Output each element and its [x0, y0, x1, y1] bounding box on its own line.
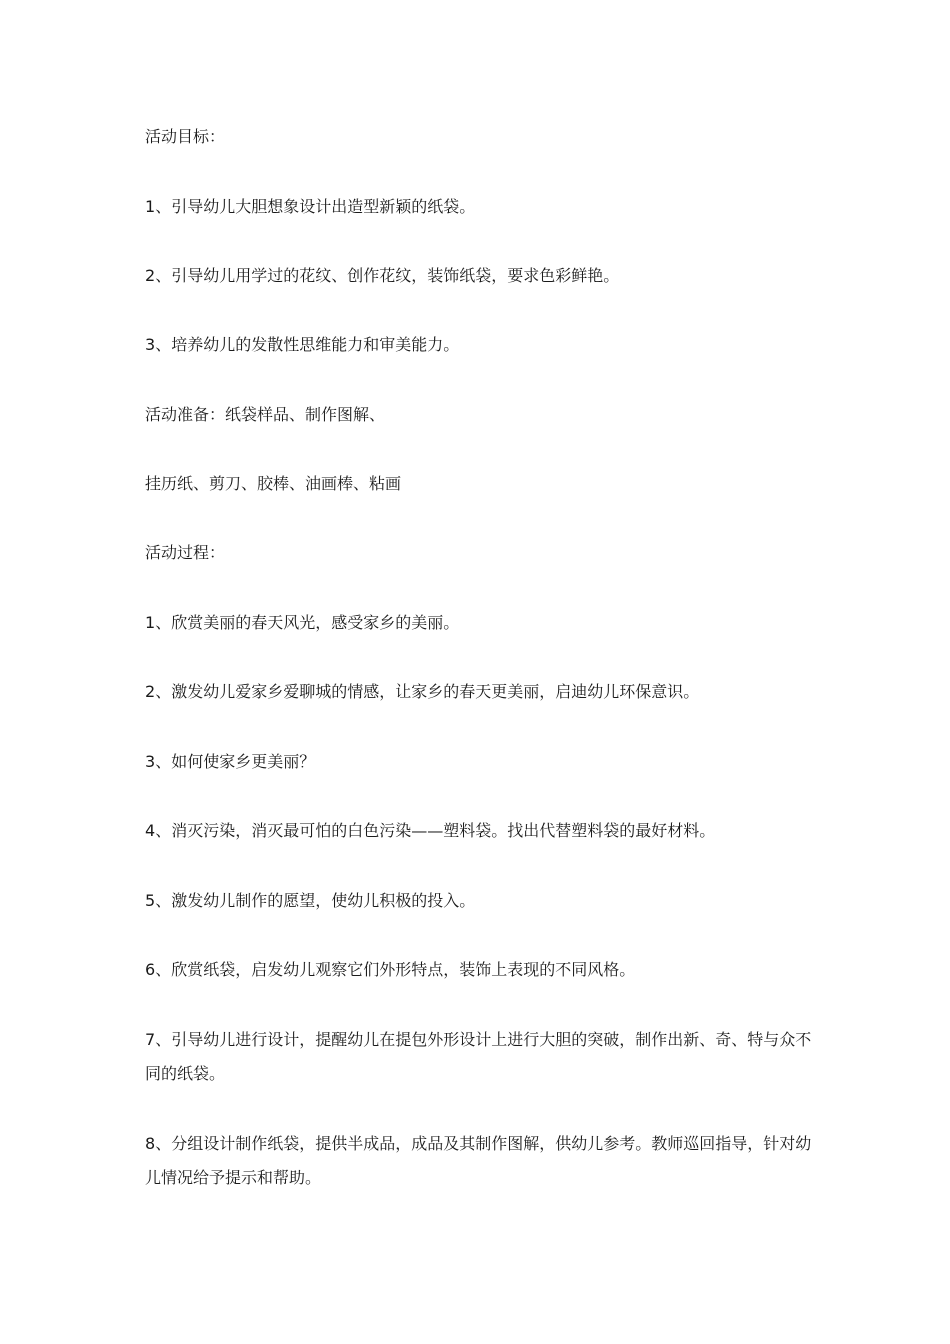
- process-step: [145, 606, 815, 640]
- goal-number: 1: [145, 197, 156, 216]
- materials-line: 挂历纸、剪刀、胶棒、油画棒、粘画: [145, 474, 402, 493]
- goal-number: 2: [145, 266, 156, 285]
- step-text: 、激发幼儿制作的愿望，使幼儿积极的投入。: [155, 891, 476, 910]
- process-step: [145, 814, 815, 848]
- process-step: [145, 1023, 815, 1091]
- goal-text: 、引导幼儿大胆想象设计出造型新颖的纸袋。: [155, 197, 476, 216]
- step-number: 7: [145, 1030, 156, 1049]
- step-number: 6: [145, 960, 156, 979]
- process-step: [145, 884, 815, 918]
- step-text: 、欣赏纸袋，启发幼儿观察它们外形特点，装饰上表现的不同风格。: [155, 960, 636, 979]
- goal-heading: 活动目标：: [145, 127, 226, 146]
- step-number: 1: [145, 613, 156, 632]
- process-heading: 活动过程：: [145, 543, 226, 562]
- step-text: 、引导幼儿进行设计，提醒幼儿在提包外形设计上进行大胆的突破，制作出新、奇、特与众不同的纸袋。: [145, 1030, 812, 1083]
- step-number: 4: [145, 821, 156, 840]
- goal-item: [145, 190, 815, 224]
- step-text: 、分组设计制作纸袋，提供半成品，成品及其制作图解，供幼儿参考。教师巡回指导，针对幼儿情况给予提示和帮助。: [145, 1134, 812, 1187]
- step-number: 5: [145, 891, 156, 910]
- step-text: 、欣赏美丽的春天风光，感受家乡的美丽。: [155, 613, 460, 632]
- step-number: 8: [145, 1134, 156, 1153]
- step-number: 2: [145, 682, 156, 701]
- goal-text: 、引导幼儿用学过的花纹、创作花纹，装饰纸袋，要求色彩鲜艳。: [155, 266, 620, 285]
- step-text: 、激发幼儿爱家乡爱聊城的情感，让家乡的春天更美丽，启迪幼儿环保意识。: [155, 682, 700, 701]
- process-step: [145, 1127, 815, 1195]
- process-step: [145, 745, 815, 779]
- goal-text: 、培养幼儿的发散性思维能力和审美能力。: [155, 335, 460, 354]
- goal-item: [145, 328, 815, 362]
- preparation-line: 活动准备：纸袋样品、制作图解、: [145, 405, 386, 424]
- goal-item: [145, 259, 815, 293]
- process-step: [145, 675, 815, 709]
- step-number: 3: [145, 752, 156, 771]
- goal-number: 3: [145, 335, 156, 354]
- process-step: [145, 953, 815, 987]
- step-text: 、消灭污染，消灭最可怕的白色污染——塑料袋。找出代替塑料袋的最好材料。: [155, 821, 716, 840]
- step-text: 、如何使家乡更美丽？: [155, 752, 316, 771]
